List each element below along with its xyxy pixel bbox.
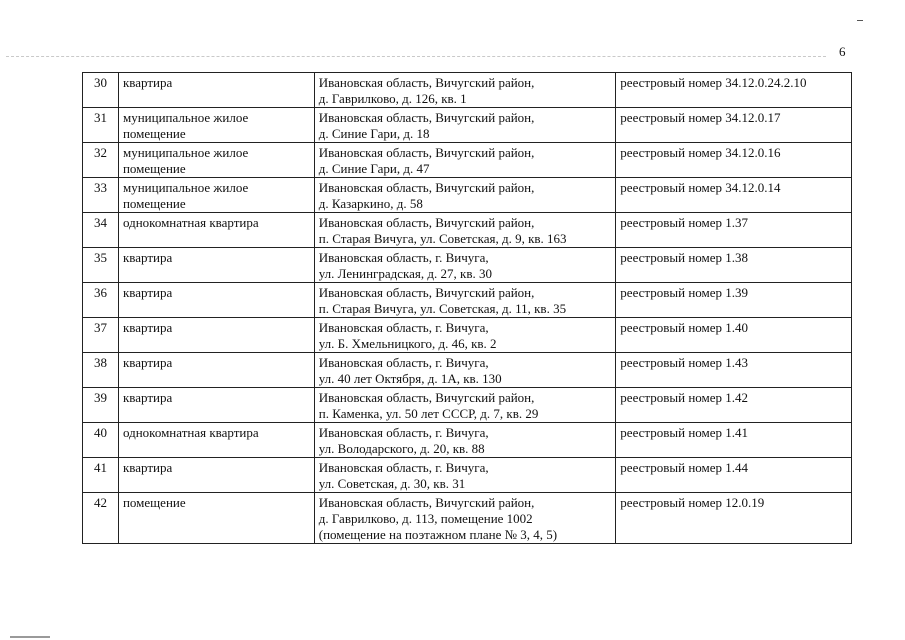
address-line: Ивановская область, Вичугский район, <box>318 180 535 195</box>
registry-number: реестровый номер 1.42 <box>616 388 852 423</box>
property-address <box>314 213 616 248</box>
address-line: Ивановская область, Вичугский район, <box>318 285 535 300</box>
address-line: ул. Володарского, д. 20, кв. 88 <box>318 441 485 456</box>
address-line: д. Синие Гари, д. 18 <box>318 126 430 141</box>
property-address <box>314 423 616 458</box>
address-line: Ивановская область, Вичугский район, <box>318 495 535 510</box>
table-row <box>83 143 852 178</box>
page-number: 6 <box>839 44 846 59</box>
table-row <box>83 178 852 213</box>
property-address <box>314 73 616 108</box>
table-row <box>83 283 852 318</box>
property-address <box>314 248 616 283</box>
row-number: 32 <box>83 143 119 178</box>
scan-artifact-mark <box>10 636 50 638</box>
property-type: муниципальное жилое помещение <box>118 178 314 213</box>
address-line: ул. 40 лет Октября, д. 1А, кв. 130 <box>318 371 502 386</box>
row-number: 31 <box>83 108 119 143</box>
property-type: квартира <box>118 388 314 423</box>
table-row <box>83 73 852 108</box>
property-type: квартира <box>118 248 314 283</box>
row-number: 39 <box>83 388 119 423</box>
registry-number: реестровый номер 1.41 <box>616 423 852 458</box>
registry-number: реестровый номер 34.12.0.16 <box>616 143 852 178</box>
property-type: квартира <box>118 283 314 318</box>
registry-table-body <box>83 73 852 544</box>
address-line: п. Старая Вичуга, ул. Советская, д. 9, кв. 163 <box>318 231 567 246</box>
row-number: 42 <box>83 493 119 544</box>
scan-artifact-tick <box>857 20 863 24</box>
row-number: 36 <box>83 283 119 318</box>
table-row <box>83 213 852 248</box>
address-line: д. Синие Гари, д. 47 <box>318 161 430 176</box>
address-line: Ивановская область, Вичугский район, <box>318 145 535 160</box>
property-address <box>314 318 616 353</box>
address-line: д. Гаврилково, д. 126, кв. 1 <box>318 91 467 106</box>
property-address <box>314 283 616 318</box>
table-row <box>83 353 852 388</box>
row-number: 30 <box>83 73 119 108</box>
property-type: однокомнатная квартира <box>118 423 314 458</box>
property-type: однокомнатная квартира <box>118 213 314 248</box>
table-row <box>83 108 852 143</box>
property-address <box>314 143 616 178</box>
row-number: 34 <box>83 213 119 248</box>
property-address <box>314 493 616 544</box>
scan-artifact-line <box>6 56 826 57</box>
table-row <box>83 423 852 458</box>
address-line: ул. Советская, д. 30, кв. 31 <box>318 476 466 491</box>
address-line: п. Каменка, ул. 50 лет СССР, д. 7, кв. 29 <box>318 406 539 421</box>
address-line: Ивановская область, Вичугский район, <box>318 215 535 230</box>
property-type: квартира <box>118 353 314 388</box>
address-line: Ивановская область, г. Вичуга, <box>318 355 489 370</box>
address-line: д. Гаврилково, д. 113, помещение 1002 <box>318 511 533 526</box>
property-type: муниципальное жилое помещение <box>118 108 314 143</box>
property-address <box>314 108 616 143</box>
address-line: д. Казаркино, д. 58 <box>318 196 423 211</box>
address-line: Ивановская область, г. Вичуга, <box>318 460 489 475</box>
property-type: квартира <box>118 318 314 353</box>
row-number: 33 <box>83 178 119 213</box>
registry-number: реестровый номер 34.12.0.14 <box>616 178 852 213</box>
address-line: (помещение на поэтажном плане № 3, 4, 5) <box>318 527 558 542</box>
row-number: 38 <box>83 353 119 388</box>
table-row <box>83 493 852 544</box>
table-row <box>83 458 852 493</box>
address-line: ул. Ленинградская, д. 27, кв. 30 <box>318 266 492 281</box>
address-line: Ивановская область, г. Вичуга, <box>318 320 489 335</box>
row-number: 35 <box>83 248 119 283</box>
property-type: помещение <box>118 493 314 544</box>
property-address <box>314 178 616 213</box>
registry-number: реестровый номер 1.38 <box>616 248 852 283</box>
registry-number: реестровый номер 1.44 <box>616 458 852 493</box>
property-address <box>314 458 616 493</box>
property-address <box>314 388 616 423</box>
address-line: Ивановская область, Вичугский район, <box>318 110 535 125</box>
row-number: 37 <box>83 318 119 353</box>
address-line: Ивановская область, Вичугский район, <box>318 390 535 405</box>
table-row <box>83 318 852 353</box>
address-line: ул. Б. Хмельницкого, д. 46, кв. 2 <box>318 336 497 351</box>
table-row <box>83 248 852 283</box>
registry-number: реестровый номер 1.37 <box>616 213 852 248</box>
property-address <box>314 353 616 388</box>
registry-number: реестровый номер 12.0.19 <box>616 493 852 544</box>
address-line: Ивановская область, г. Вичуга, <box>318 250 489 265</box>
registry-number: реестровый номер 1.40 <box>616 318 852 353</box>
row-number: 41 <box>83 458 119 493</box>
registry-number: реестровый номер 34.12.0.24.2.10 <box>616 73 852 108</box>
address-line: Ивановская область, г. Вичуга, <box>318 425 489 440</box>
property-registry-table <box>82 72 852 544</box>
address-line: п. Старая Вичуга, ул. Советская, д. 11, кв. 35 <box>318 301 567 316</box>
property-type: муниципальное жилое помещение <box>118 143 314 178</box>
registry-number: реестровый номер 34.12.0.17 <box>616 108 852 143</box>
property-type: квартира <box>118 73 314 108</box>
table-row <box>83 388 852 423</box>
address-line: Ивановская область, Вичугский район, <box>318 75 535 90</box>
registry-number: реестровый номер 1.43 <box>616 353 852 388</box>
registry-number: реестровый номер 1.39 <box>616 283 852 318</box>
row-number: 40 <box>83 423 119 458</box>
property-type: квартира <box>118 458 314 493</box>
